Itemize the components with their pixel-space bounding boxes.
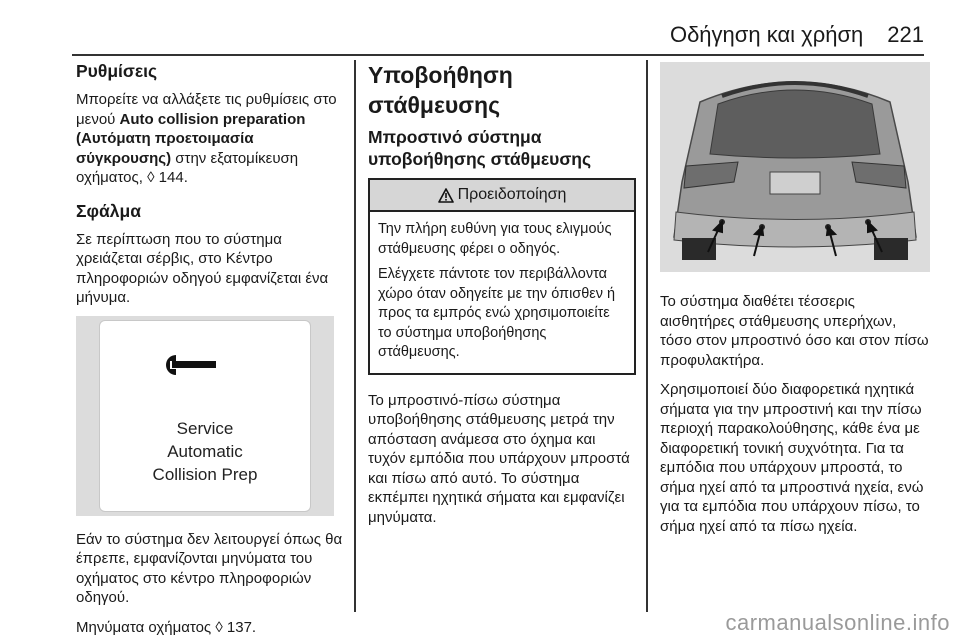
car-rear-drawing: [660, 62, 930, 272]
warning-box: [368, 178, 636, 375]
warning-text-2: Ελέγχετε πάντοτε τον περιβάλλοντα χώρο όταν οδηγείτε με την όπισθεν ή προς τα εμπρός ενώ χρησιμοποιείτε το σύστημα υποβοήθησης στάθμευσης.: [378, 266, 616, 360]
not-working-paragraph: Εάν το σύστημα δεν λειτουργεί όπως θα έπρεπε, εμφανίζονται μηνύματα του οχήματος στο κέντρο πληροφοριών οδηγού.: [76, 530, 343, 606]
sensors-paragraph: Το σύστημα διαθέτει τέσσερις αισθητήρες στάθμευσης υπερήχων, τόσο στον μπροστινό όσο και στον πίσω προφυλακτήρα.: [660, 293, 929, 369]
left-column: [76, 60, 346, 637]
right-column: [660, 60, 930, 536]
warning-text-1: Την πλήρη ευθύνη για τους ελιγμούς στάθμευσης φέρει ο οδηγός.: [378, 221, 612, 257]
section-title: Υποβοήθηση στάθμευσης: [368, 62, 513, 118]
warning-triangle-icon: [438, 188, 454, 203]
column-divider-1: [354, 60, 356, 612]
menu-name: Auto collision preparation (Αυτόματη προετοιμασία σύγκρουσης): [76, 110, 306, 167]
rear-car-illustration: [660, 62, 930, 272]
page-number: 221: [887, 22, 924, 47]
warning-header: [370, 180, 634, 212]
header-title: Οδήγηση και χρήση: [669, 22, 864, 47]
column-divider-2: [646, 60, 648, 612]
watermark: carmanualsonline.info: [725, 610, 950, 635]
settings-heading: Ρυθμίσεις: [76, 61, 158, 81]
warning-heading: Προειδοποίηση: [457, 186, 567, 203]
info-display: [100, 321, 310, 511]
page-reference-144[interactable]: ◊ 144.: [147, 169, 188, 186]
header-rule: [72, 54, 924, 56]
section-subtitle: Μπροστινό σύστημα υποβοήθησης στάθμευσης: [368, 127, 592, 169]
service-message: Service Automatic Collision Prep: [152, 418, 258, 484]
fault-paragraph: Σε περίπτωση που το σύστημα χρειάζεται σέρβις, στο Κέντρο πληροφοριών οδηγού εμφανίζεται ένα μήνυμα.: [76, 230, 329, 306]
messages-reference[interactable]: Μηνύματα οχήματος ◊ 137.: [76, 618, 257, 636]
signals-paragraph: Χρησιμοποιεί δύο διαφορετικά ηχητικά σήματα για την μπροστινή και την πίσω περιοχή παρακολούθησης, κάθε ένα με διαφορετική τονική συχνότητα. Για τα εμπόδια που υπάρχουν μπροστά, το σήμα ηχεί από τα μπροστινά ηχεία, ενώ για τα εμπόδια που υπάρχουν πίσω, το σήμα ηχεί από τα πίσω ηχεία.: [660, 381, 924, 535]
wrench-icon: [162, 351, 218, 379]
system-paragraph: Το μπροστινό-πίσω σύστημα υποβοήθησης στάθμευσης μετρά την απόσταση ανάμεσα στο όχημα και τυχόν εμπόδια που υπάρχουν μπροστά και πίσω από αυτό. Το σύστημα εκπέμπει ηχητικά σήματα και εμφανίζει μηνύματα.: [368, 391, 630, 526]
warning-body: [370, 212, 634, 373]
settings-paragraph: Μπορείτε να αλλάξετε τις ρυθμίσεις στο μενού Auto collision preparation (Αυτόματη προετοιμασία σύγκρουσης) στην εξατομίκευση οχήματος, ◊ 144.: [76, 91, 337, 186]
middle-column: [368, 60, 636, 527]
fault-heading: Σφάλμα: [76, 200, 141, 221]
service-display-illustration: [76, 316, 334, 516]
